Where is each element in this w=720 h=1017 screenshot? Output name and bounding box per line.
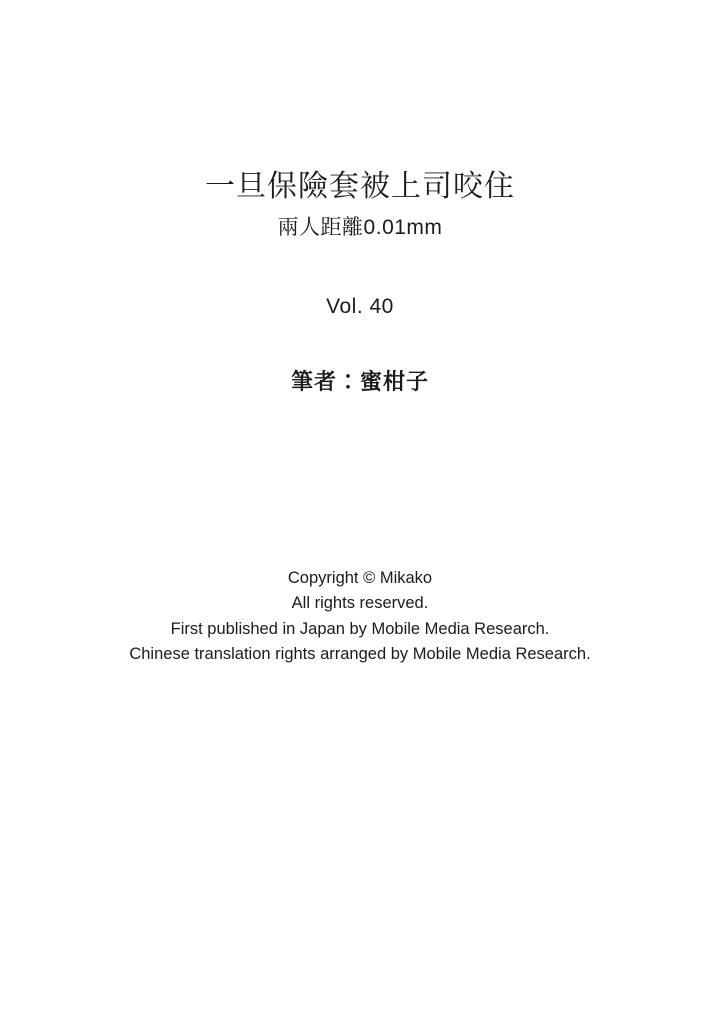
copyright-line: Copyright © Mikako: [287, 568, 433, 587]
copyright-line: All rights reserved.: [291, 594, 429, 613]
page-subtitle: 兩人距離0.01mm: [277, 215, 443, 239]
volume-label: Vol. 40: [326, 294, 394, 318]
author-label: 筆者：蜜柑子: [290, 368, 429, 394]
copyright-line: Chinese translation rights arranged by Mobile Media Research.: [129, 645, 591, 664]
copyright-line: First published in Japan by Mobile Media Research.: [170, 619, 550, 638]
copyright-block: [0, 566, 720, 668]
title-block: [0, 168, 720, 241]
page-title: 一旦保險套被上司咬住: [205, 170, 515, 203]
